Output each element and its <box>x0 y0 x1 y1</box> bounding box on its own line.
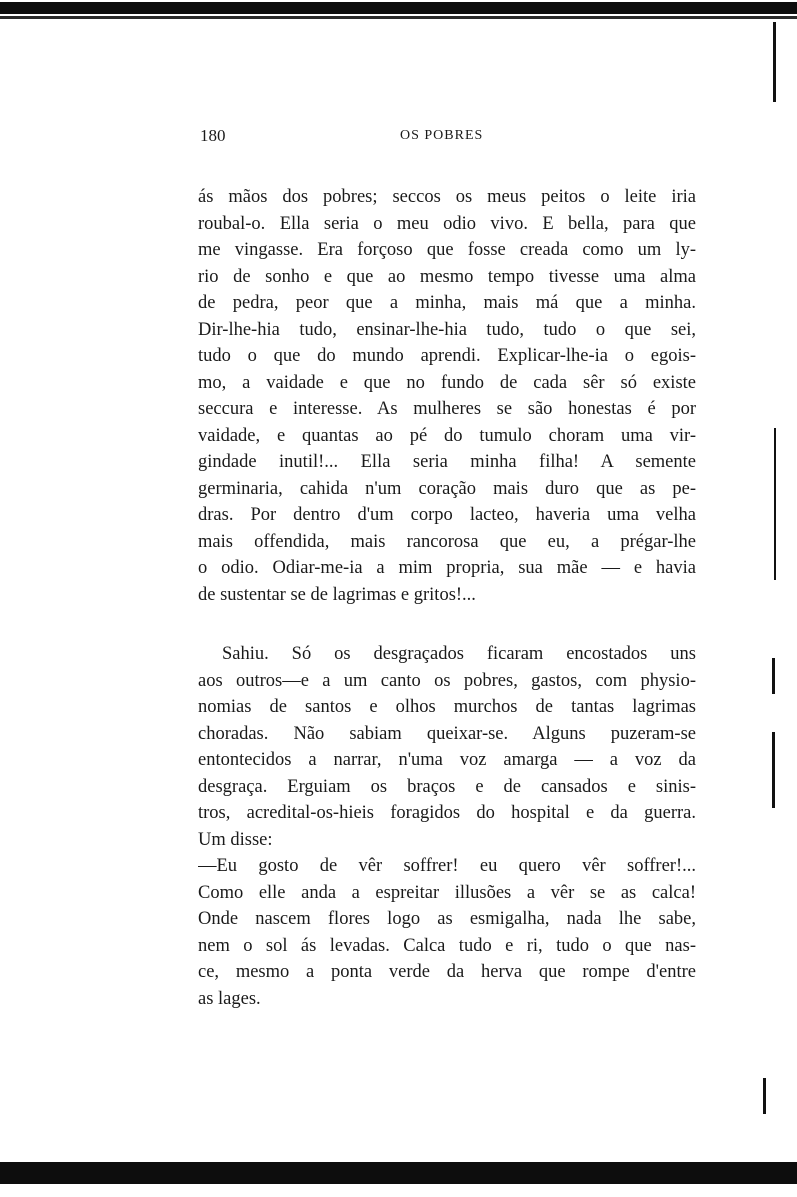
text-line: o odio. Odiar-me-ia a mim propria, sua mãe — e havia <box>198 558 696 578</box>
scan-margin-mark <box>763 1078 766 1114</box>
text-line: ás mãos dos pobres; seccos os meus peitos o leite iria <box>198 187 696 207</box>
scan-margin-mark <box>774 428 776 580</box>
text-line: rio de sonho e que ao mesmo tempo tivesse uma alma <box>198 266 696 287</box>
text-line: Um disse: <box>198 829 273 850</box>
text-line: tudo o que do mundo aprendi. Explicar-lhe-ia o egois- <box>198 346 696 366</box>
text-line: roubal-o. Ella seria o meu odio vivo. E bella, para que <box>198 213 696 234</box>
page-number: 180 <box>200 126 226 145</box>
text-line: nem o sol ás levadas. Calca tudo e ri, tudo o que nas- <box>198 935 696 956</box>
text-line: mo, a vaidade e que no fundo de cada sêr só existe <box>198 372 696 393</box>
text-line: choradas. Não sabiam queixar-se. Alguns puzeram-se <box>198 723 696 744</box>
text-line: entontecidos a narrar, n'uma voz amarga — a voz da <box>198 750 696 770</box>
scan-margin-mark <box>772 732 775 808</box>
paragraph-1 <box>198 184 696 608</box>
text-line: vaidade, e quantas ao pé do tumulo choram uma vir- <box>198 425 696 446</box>
text-line: de sustentar se de lagrimas e gritos!... <box>198 584 476 605</box>
text-line: gindade inutil!... Ella seria minha filha! A semente <box>198 452 696 472</box>
scan-bottom-border <box>0 1162 797 1184</box>
scan-margin-mark <box>772 658 775 694</box>
text-line: desgraça. Erguiam os braços e de cansados e sinis- <box>198 776 696 797</box>
scan-top-border-thin <box>0 16 797 19</box>
text-line: Dir-lhe-hia tudo, ensinar-lhe-hia tudo, tudo o que sei, <box>198 319 696 340</box>
paragraph-2 <box>198 641 696 1012</box>
page-header <box>200 126 700 150</box>
text-line: Sahiu. Só os desgraçados ficaram encostados uns <box>222 644 696 664</box>
text-line: tros, acredital-os-hieis foragidos do hospital e da guerra. <box>198 803 696 823</box>
text-line: me vingasse. Era forçoso que fosse creada como um ly- <box>198 240 696 260</box>
text-line: seccura e interesse. As mulheres se são honestas é por <box>198 399 696 419</box>
text-line: germinaria, cahida n'um coração mais duro que as pe- <box>198 478 696 499</box>
text-line: Onde nascem flores logo as esmigalha, nada lhe sabe, <box>198 909 696 929</box>
text-line: de pedra, peor que a minha, mais má que a minha. <box>198 293 696 313</box>
text-line: nomias de santos e olhos murchos de tantas lagrimas <box>198 697 696 717</box>
text-line: mais offendida, mais rancorosa que eu, a prégar-lhe <box>198 531 696 552</box>
text-line: aos outros—e a um canto os pobres, gastos, com physio- <box>198 670 696 691</box>
text-line: —Eu gosto de vêr soffrer! eu quero vêr soffrer!... <box>198 856 696 876</box>
text-line: dras. Por dentro d'um corpo lacteo, haveria uma velha <box>198 505 696 525</box>
text-line: ce, mesmo a ponta verde da herva que rompe d'entre <box>198 962 696 982</box>
text-line: Como elle anda a espreitar illusões a vêr se as calca! <box>198 882 696 903</box>
text-line: as lages. <box>198 988 261 1009</box>
scan-top-border <box>0 2 797 14</box>
running-title: OS POBRES <box>400 128 484 143</box>
scan-margin-mark <box>773 22 776 102</box>
